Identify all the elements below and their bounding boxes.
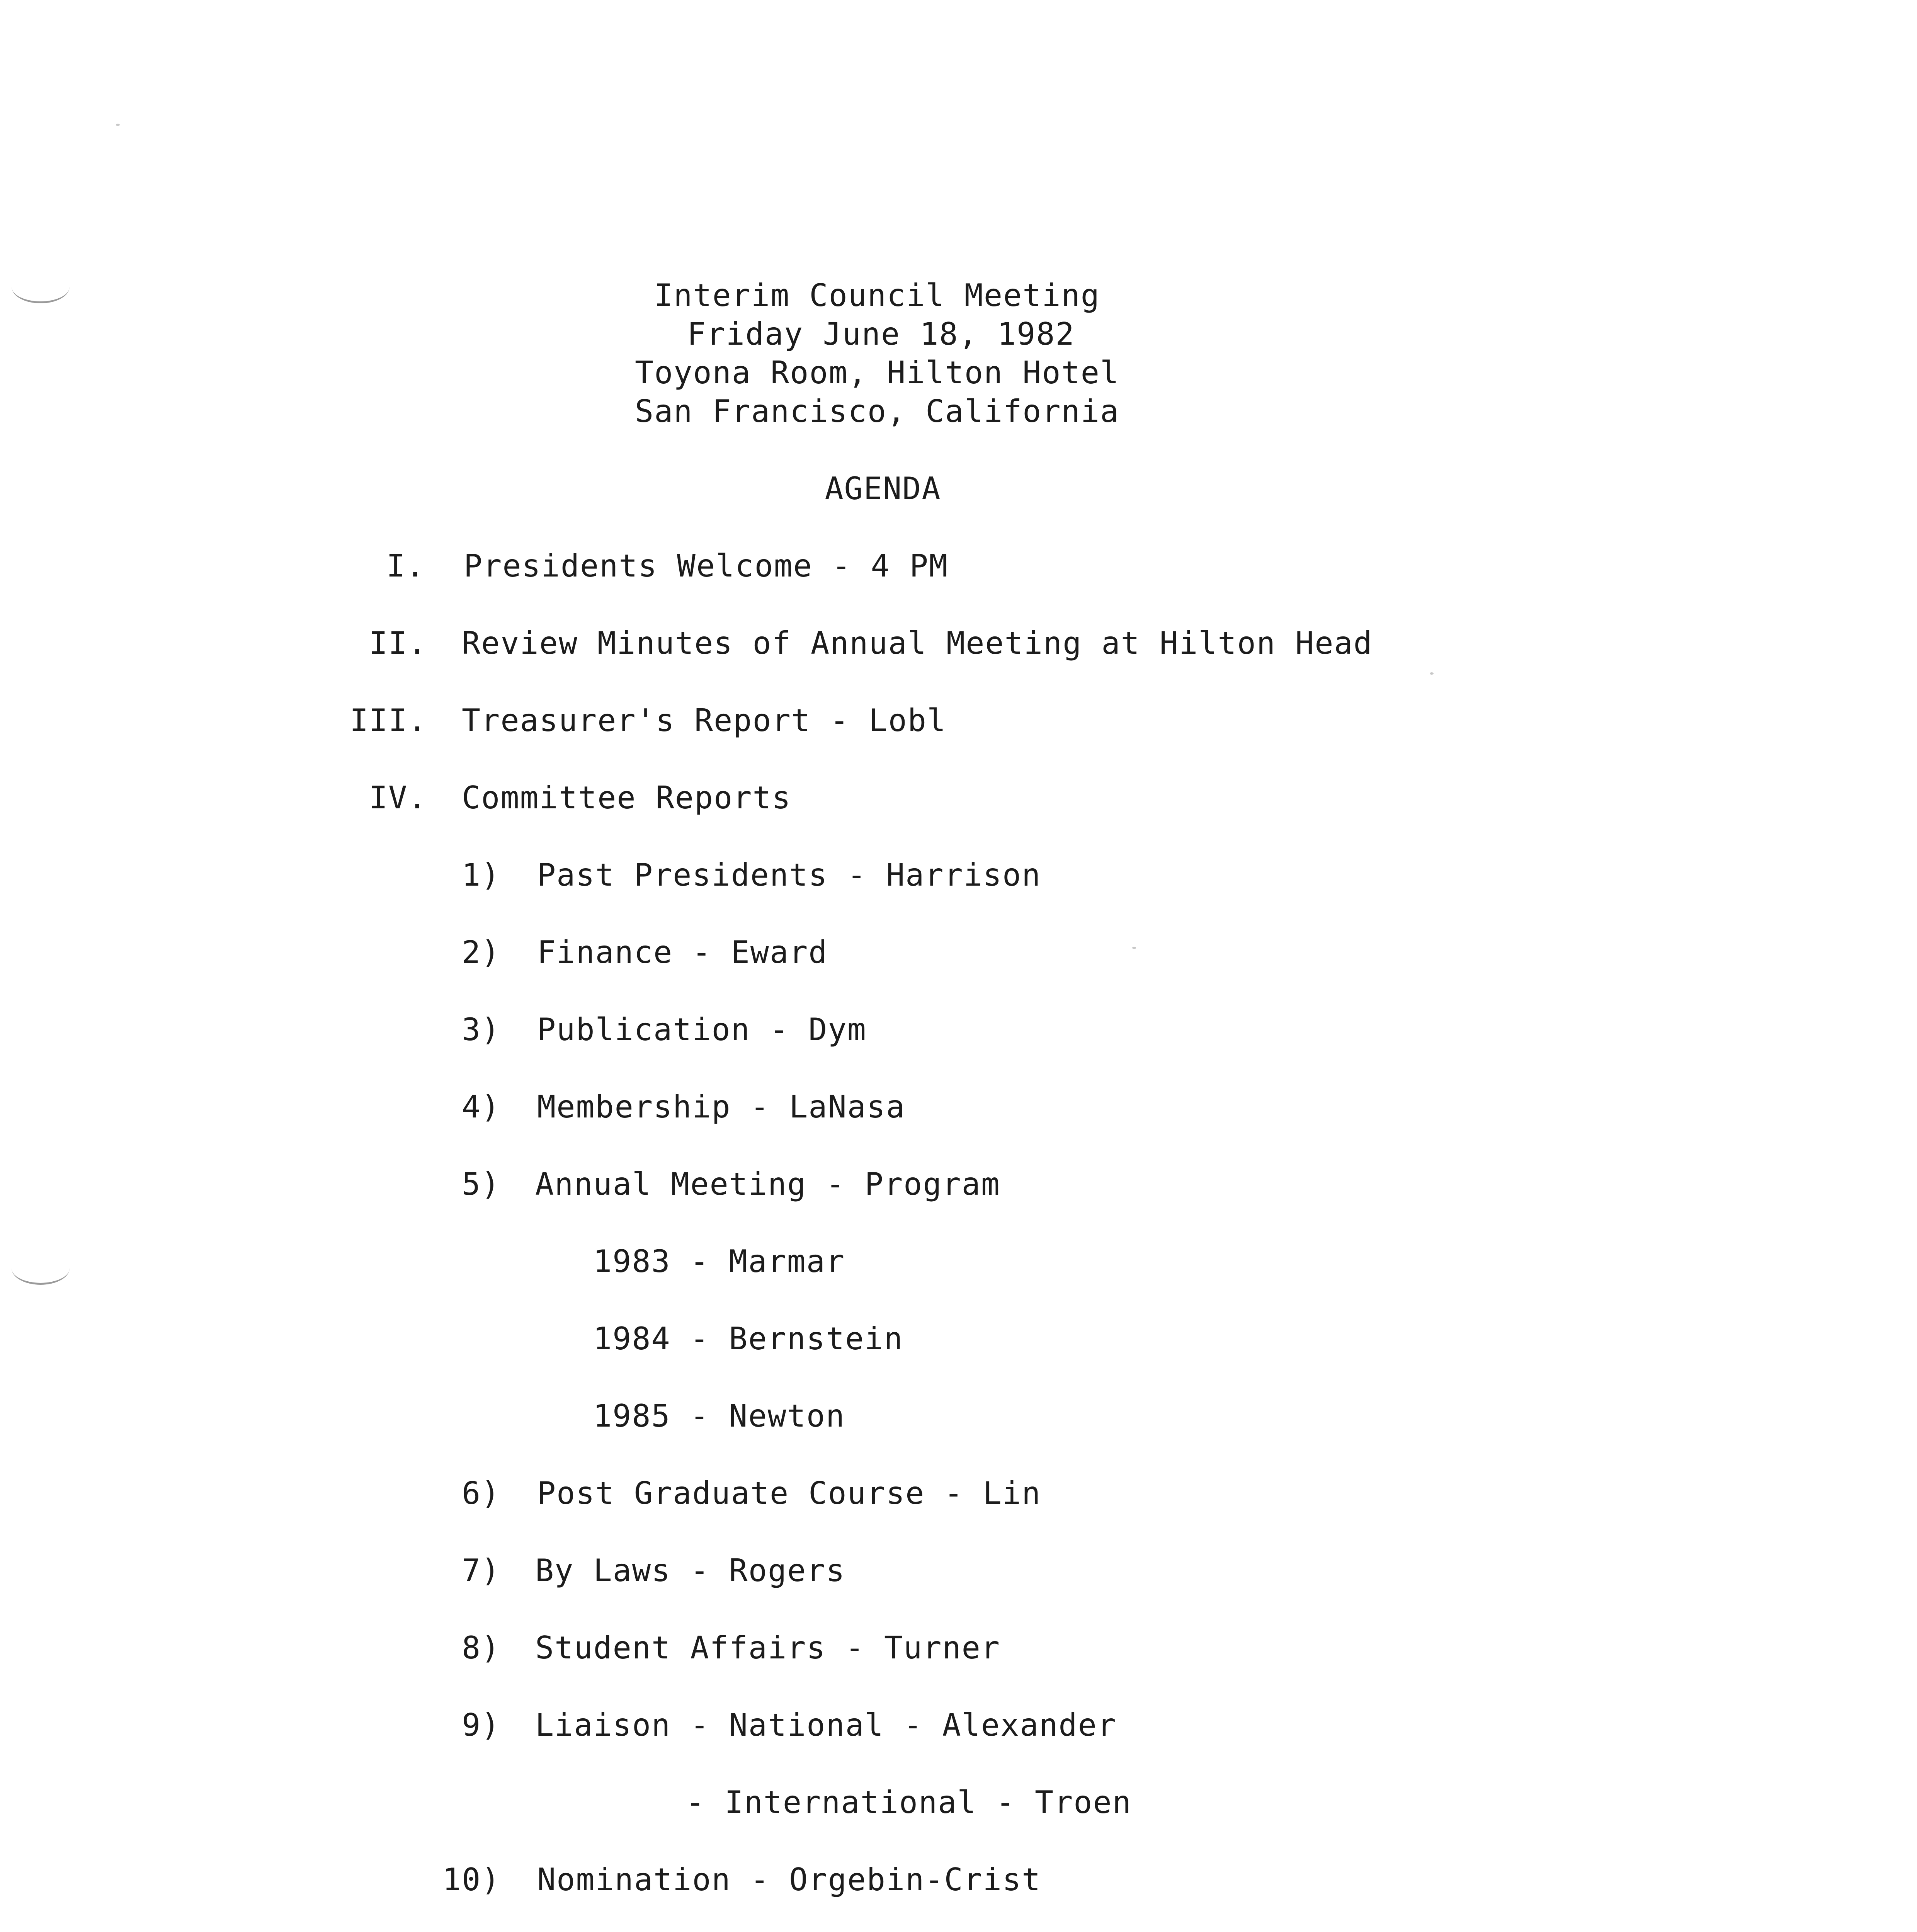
committee-text: Publication - Dym	[537, 1012, 867, 1048]
committee-text: By Laws - Rogers	[535, 1553, 845, 1588]
committee-number: 9)	[462, 1707, 501, 1743]
committee-number: 5)	[462, 1166, 501, 1202]
committee-number: 1)	[462, 857, 501, 893]
punch-mark-middle	[12, 1252, 70, 1285]
agenda-title: AGENDA	[825, 471, 941, 507]
scan-speck	[116, 124, 120, 126]
meeting-title: Interim Council Meeting	[654, 277, 1100, 313]
section-number: IV.	[369, 780, 427, 816]
committee-text: Membership - LaNasa	[537, 1089, 906, 1125]
meeting-date: Friday June 18, 1982	[687, 316, 1075, 352]
section-text: Treasurer's Report - Lobl	[462, 702, 947, 738]
program-year-item: 1984 - Bernstein	[593, 1321, 903, 1357]
committee-text: Student Affairs - Turner	[535, 1630, 1000, 1666]
committee-text: Liaison - National - Alexander	[535, 1707, 1117, 1743]
punch-mark-top	[12, 270, 70, 303]
committee-number: 7)	[462, 1553, 501, 1588]
committee-text: Post Graduate Course - Lin	[537, 1475, 1041, 1511]
committee-number: 2)	[462, 934, 501, 970]
program-year-item: 1983 - Marmar	[593, 1243, 845, 1279]
committee-number: 4)	[462, 1089, 501, 1125]
committee-text: Past Presidents - Harrison	[537, 857, 1041, 893]
committee-number: 10)	[442, 1862, 501, 1898]
section-text: Review Minutes of Annual Meeting at Hilton Head	[462, 625, 1373, 661]
committee-text: Nomination - Orgebin-Crist	[537, 1862, 1041, 1898]
scan-speck	[1430, 672, 1434, 675]
committee-number: 3)	[462, 1012, 501, 1048]
section-text: Presidents Welcome - 4 PM	[464, 548, 949, 584]
scan-speck	[1132, 947, 1136, 949]
committee-text: Annual Meeting - Program	[535, 1166, 1000, 1202]
section-number: I.	[386, 548, 425, 584]
committee-text: Finance - Eward	[537, 934, 828, 970]
liaison-international: - International - Troen	[686, 1784, 1132, 1820]
section-text: Committee Reports	[462, 780, 791, 816]
committee-number: 6)	[462, 1475, 501, 1511]
section-number: II.	[369, 625, 427, 661]
section-number: III.	[350, 702, 427, 738]
meeting-city: San Francisco, California	[634, 393, 1120, 429]
program-year-item: 1985 - Newton	[593, 1398, 845, 1434]
meeting-room: Toyona Room, Hilton Hotel	[634, 355, 1120, 391]
committee-number: 8)	[462, 1630, 501, 1666]
